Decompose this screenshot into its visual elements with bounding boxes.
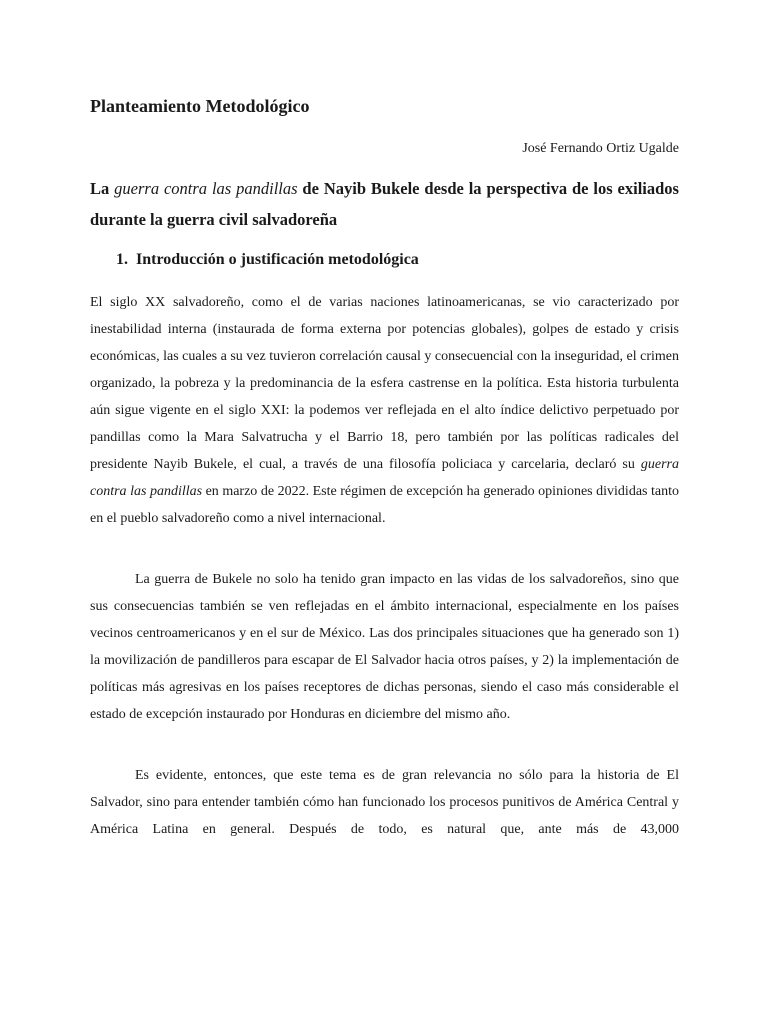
title-text-start: La (90, 179, 115, 198)
paragraph-1-text-end: en marzo de 2022. Este régimen de excepción ha generado opiniones divididas tanto en el pueblo salvadoreño como a nivel internacional. (90, 484, 679, 526)
document-title (90, 173, 679, 235)
paragraph-1 (90, 289, 679, 532)
document-heading: Planteamiento Metodológico (90, 96, 310, 116)
title-text-end: de Nayib Bukele desde la perspectiva de los exiliados durante la guerra civil salvadoreña (90, 179, 679, 229)
paragraph-1-italic-phrase: guerra contra las pandillas (90, 457, 679, 499)
section-label: Introducción o justificación metodológica (136, 251, 419, 268)
paragraph-3: Es evidente, entonces, que este tema es de gran relevancia no sólo para la historia de El Salvador, sino para entender también cómo han funcionado los procesos punitivos de América Central y América Latina en general. Después de todo, es natural que, ante más de 43,000 (90, 768, 679, 837)
author-name: José Fernando Ortiz Ugalde (522, 141, 679, 156)
paragraph-2: La guerra de Bukele no solo ha tenido gran impacto en las vidas de los salvadoreños, sino que sus consecuencias también se ven reflejadas en el ámbito internacional, especialmente en los países vecinos centroamericanos y en el sur de México. Las dos principales situaciones que ha generado son 1) la movilización de pandilleros para escapar de El Salvador hacia otros países, y 2) la implementación de políticas más agresivas en los países receptores de dichas personas, siendo el caso más considerable el estado de excepción instaurado por Honduras en diciembre del mismo año. (90, 572, 679, 722)
paragraph-1-text-start: El siglo XX salvadoreño, como el de varias naciones latinoamericanas, se vio caracterizado por inestabilidad interna (instaurada de forma externa por potencias globales), golpes de estado y crisis económicas, las cuales a su vez tuvieron correlación causal y consecuencial con la inseguridad, el crimen organizado, la pobreza y la predominancia de la esfera castrense en la política. Esta historia turbulenta aún sigue vigente en el siglo XXI: la podemos ver reflejada en el alto índice delictivo perpetuado por pandillas como la Mara Salvatrucha y el Barrio 18, pero también por las políticas radicales del presidente Nayib Bukele, el cual, a través de una filosofía policiaca y carcelaria, declaró su (90, 295, 679, 472)
section-heading (116, 248, 419, 272)
section-number: 1. (116, 251, 128, 268)
title-italic-phrase: guerra contra las pandillas (114, 179, 298, 198)
